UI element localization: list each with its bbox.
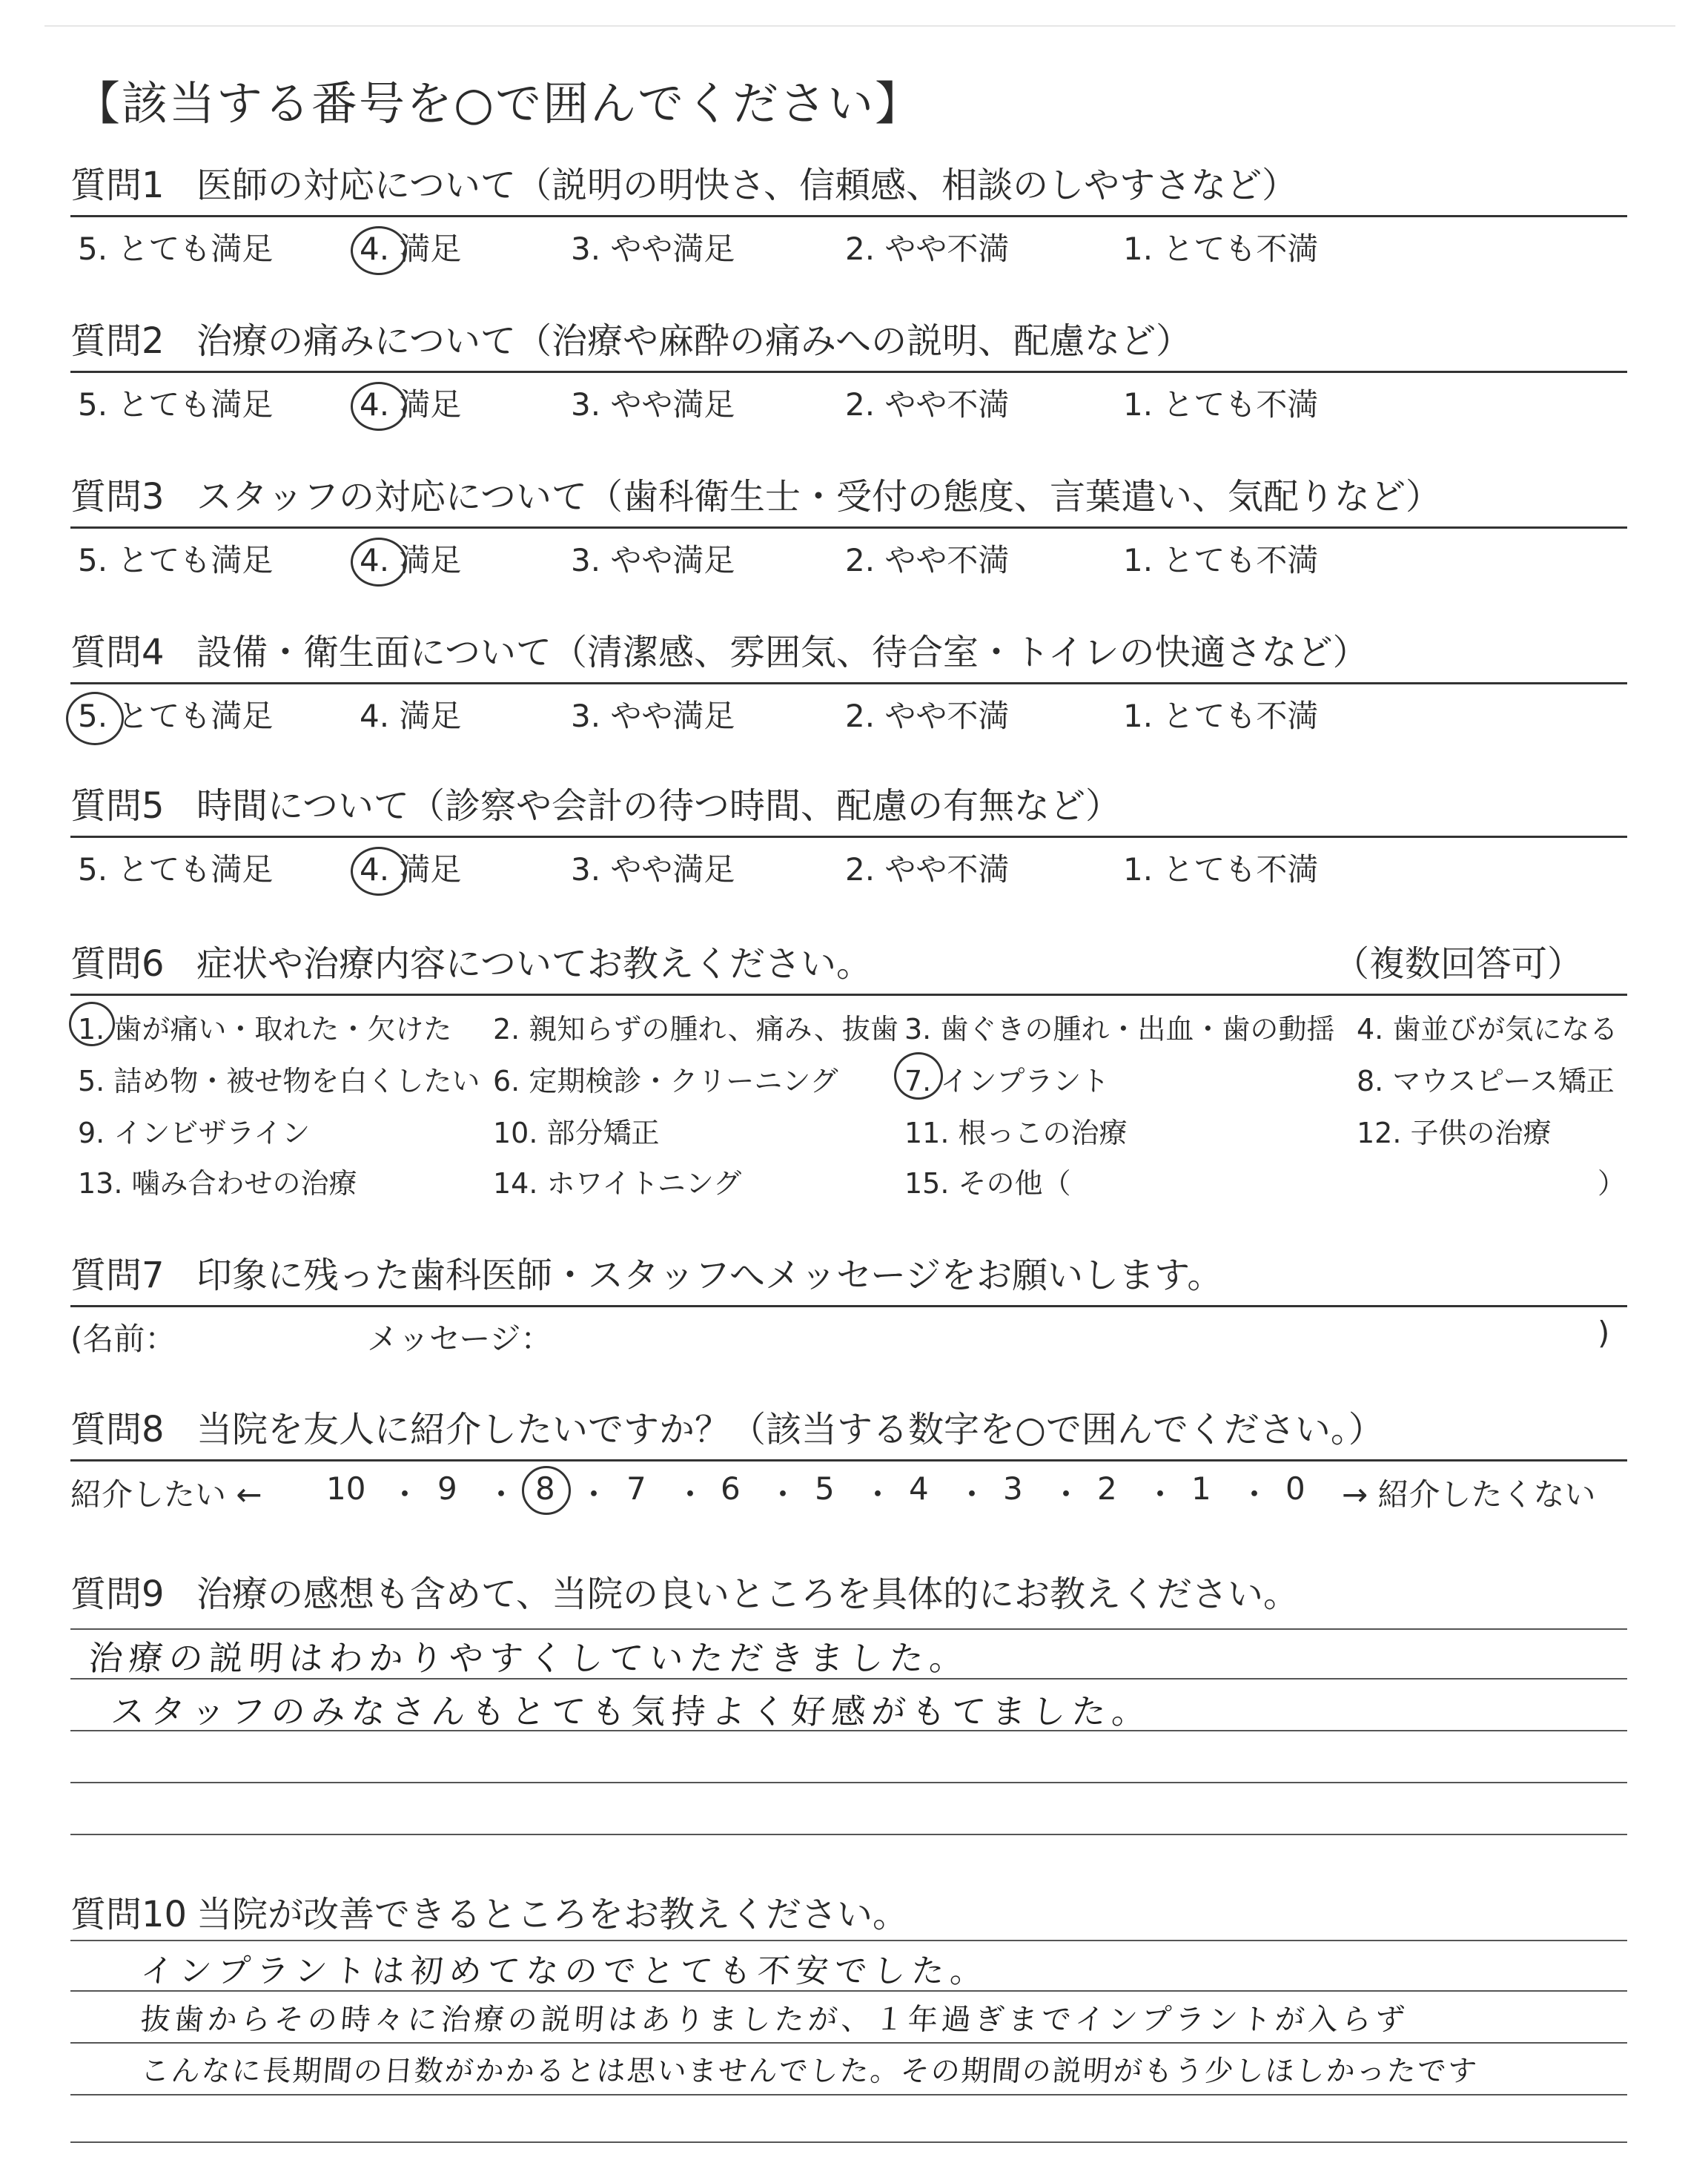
top-divider — [44, 25, 1675, 27]
question-text: スタッフの対応について（歯科衛生士・受付の態度、言葉遣い、気配りなど） — [196, 476, 1442, 518]
rating-options — [70, 217, 1627, 266]
option-5[interactable]: 5. とても満足 — [78, 542, 274, 578]
symptom-option-14[interactable]: 14. ホワイトニング — [493, 1167, 742, 1200]
answer-line — [70, 1628, 1627, 1630]
question-8-heading — [70, 1406, 1627, 1453]
question-4 — [70, 629, 1627, 733]
option-1[interactable]: 1. とても不満 — [1123, 542, 1319, 578]
option-4[interactable]: 4. 満足 — [360, 698, 462, 734]
scale-dot: ・ — [486, 1476, 517, 1513]
handwritten-answer-line: 抜歯からその時々に治療の説明はありましたが、１年過ぎまでインプラントが入らず — [139, 2003, 1410, 2037]
symptom-option-5[interactable]: 5. 詰め物・被せ物を白くしたい — [78, 1065, 480, 1097]
option-4-selected[interactable]: 4. 満足 — [360, 851, 461, 888]
question-number: 質問3 — [70, 476, 165, 518]
scale-value-1[interactable]: 1 — [1191, 1470, 1211, 1507]
scale-value-6[interactable]: 6 — [721, 1470, 741, 1507]
option-2[interactable]: 2. やや不満 — [845, 231, 1010, 267]
question-text: 印象に残った歯科医師・スタッフへメッセージをお願いします。 — [196, 1255, 1223, 1296]
option-1[interactable]: 1. とても不満 — [1123, 231, 1319, 267]
question-number: 質問2 — [70, 320, 165, 362]
question-7-heading — [70, 1252, 1627, 1299]
message-fields — [70, 1307, 1627, 1357]
question-text: 治療の感想も含めて、当院の良いところを具体的にお教えください。 — [196, 1573, 1300, 1615]
question-9-heading — [70, 1571, 1627, 1618]
question-number: 質問8 — [70, 1409, 165, 1450]
question-number: 質問5 — [70, 785, 165, 827]
answer-line — [70, 2094, 1627, 2095]
rating-options — [70, 373, 1627, 422]
question-6-heading — [70, 940, 1627, 988]
option-5-selected[interactable]: 5. とても満足 — [78, 698, 273, 734]
option-4-selected[interactable]: 4. 満足 — [360, 231, 461, 267]
selection-circle-mark — [894, 1052, 943, 1100]
selection-circle-mark — [351, 226, 407, 275]
option-3[interactable]: 3. やや満足 — [571, 851, 735, 888]
symptom-option-12[interactable]: 12. 子供の治療 — [1357, 1117, 1552, 1149]
option-1[interactable]: 1. とても不満 — [1123, 698, 1319, 734]
question-3 — [70, 473, 1627, 578]
rating-options — [70, 529, 1627, 578]
handwritten-answer-line: インプラントは初めてなのでとても不安でした。 — [139, 1952, 990, 1990]
option-3[interactable]: 3. やや満足 — [571, 231, 735, 267]
question-4-heading — [70, 629, 1627, 676]
option-2[interactable]: 2. やや不満 — [845, 542, 1010, 578]
message-field-label: メッセージ： — [367, 1321, 552, 1357]
selection-circle-mark — [351, 538, 407, 587]
option-2[interactable]: 2. やや不満 — [845, 851, 1010, 888]
scale-dot: ・ — [389, 1476, 421, 1513]
symptom-option-10[interactable]: 10. 部分矯正 — [493, 1117, 660, 1149]
selection-circle-mark — [69, 1002, 115, 1046]
option-5[interactable]: 5. とても満足 — [78, 231, 274, 267]
other-close-paren: ） — [1598, 1167, 1626, 1200]
scale-dot: ・ — [956, 1476, 988, 1513]
option-3[interactable]: 3. やや満足 — [571, 386, 735, 423]
handwritten-answer-line: 治療の説明はわかりやすくしていただきました。 — [87, 1638, 971, 1678]
scale-dot: ・ — [767, 1476, 799, 1513]
question-5-heading — [70, 782, 1627, 830]
question-2 — [70, 317, 1627, 422]
option-1[interactable]: 1. とても不満 — [1123, 851, 1319, 888]
symptom-option-6[interactable]: 6. 定期検診・クリーニング — [493, 1065, 838, 1097]
selection-circle-mark — [351, 382, 407, 431]
option-3[interactable]: 3. やや満足 — [571, 698, 735, 734]
answer-line — [70, 2042, 1627, 2044]
answer-line — [70, 1940, 1627, 1941]
question-6 — [70, 940, 1627, 1218]
question-text: 時間について（診察や会計の待つ時間、配慮の有無など） — [196, 785, 1122, 827]
scale-value-2[interactable]: 2 — [1097, 1470, 1117, 1507]
rating-options — [70, 684, 1627, 733]
question-2-heading — [70, 317, 1627, 365]
scale-value-9[interactable]: 9 — [437, 1470, 457, 1507]
question-number: 質問6 — [70, 943, 165, 985]
scale-value-7[interactable]: 7 — [626, 1470, 646, 1507]
question-text: 設備・衛生面について（清潔感、雰囲気、待合室・トイレの快適さなど） — [196, 632, 1368, 673]
question-1-heading — [70, 162, 1627, 209]
option-2[interactable]: 2. やや不満 — [845, 386, 1010, 423]
question-number: 質問7 — [70, 1255, 165, 1296]
question-3-heading — [70, 473, 1627, 521]
recommend-right-label: → 紹介したくない — [1342, 1476, 1596, 1513]
scale-value-8-selected[interactable]: 8 — [535, 1470, 555, 1507]
scale-dot: ・ — [675, 1476, 706, 1513]
answer-line — [70, 1834, 1627, 1835]
symptom-option-1-selected[interactable]: 1. 歯が痛い・取れた・欠けた — [78, 1006, 451, 1047]
message-close-paren: ) — [1598, 1315, 1610, 1351]
question-text: 治療の痛みについて（治療や麻酔の痛みへの説明、配慮など） — [196, 320, 1192, 362]
scale-dot: ・ — [1050, 1476, 1082, 1513]
symptom-option-8[interactable]: 8. マウスピース矯正 — [1357, 1065, 1615, 1097]
option-1[interactable]: 1. とても不満 — [1123, 386, 1319, 423]
scale-dot: ・ — [1239, 1476, 1271, 1513]
scale-value-3[interactable]: 3 — [1003, 1470, 1023, 1507]
scale-dot: ・ — [862, 1476, 894, 1513]
handwritten-answer-line: スタッフのみなさんもとても気持よく好感がもてました。 — [109, 1691, 1153, 1731]
question-7 — [70, 1252, 1627, 1357]
scale-value-4[interactable]: 4 — [909, 1470, 929, 1507]
option-3[interactable]: 3. やや満足 — [571, 542, 735, 578]
scale-value-10[interactable]: 10 — [326, 1470, 366, 1507]
symptom-option-11[interactable]: 11. 根っこの治療 — [904, 1117, 1128, 1149]
selection-circle-mark — [522, 1466, 571, 1515]
answer-line — [70, 1782, 1627, 1783]
question-text: 医師の対応について（説明の明快さ、信頼感、相談のしやすさなど） — [196, 165, 1298, 206]
option-2[interactable]: 2. やや不満 — [845, 698, 1010, 734]
question-1 — [70, 162, 1627, 266]
symptom-option-3[interactable]: 3. 歯ぐきの腫れ・出血・歯の動揺 — [904, 1013, 1335, 1046]
symptom-options — [70, 996, 1627, 1218]
symptom-option-7-selected[interactable]: 7. インプラント — [904, 1058, 1109, 1099]
answer-line — [70, 2141, 1627, 2143]
recommend-left-label: 紹介したい ← — [70, 1476, 262, 1513]
option-5[interactable]: 5. とても満足 — [78, 851, 274, 888]
question-5 — [70, 782, 1627, 887]
question-text: 当院を友人に紹介したいですか？（該当する数字を○で囲んでください。） — [196, 1409, 1384, 1450]
question-text: 当院が改善できるところをお教えください。 — [196, 1894, 909, 1935]
page-title: 【該当する番号を○で囲んでください】 — [74, 76, 923, 131]
symptom-option-9[interactable]: 9. インビザライン — [78, 1117, 311, 1149]
scale-value-0[interactable]: 0 — [1285, 1470, 1305, 1507]
question-number: 質問9 — [70, 1573, 165, 1615]
question-number: 質問10 — [70, 1894, 188, 1935]
question-text: 症状や治療内容についてお教えください。 — [196, 943, 873, 985]
multiple-answers-note: （複数回答可） — [1333, 943, 1583, 985]
question-number: 質問1 — [70, 165, 165, 206]
scale-dot: ・ — [1145, 1476, 1176, 1513]
handwritten-answer-line: こんなに長期間の日数がかかるとは思いませんでした。その期間の説明がもう少しほしかったです — [139, 2055, 1480, 2088]
scale-value-5[interactable]: 5 — [815, 1470, 835, 1507]
symptom-option-4[interactable]: 4. 歯並びが気になる — [1357, 1013, 1618, 1046]
selection-circle-mark — [351, 847, 407, 896]
recommend-scale — [70, 1462, 1627, 1513]
selection-circle-mark — [66, 692, 124, 745]
rating-options — [70, 838, 1627, 887]
scale-dot: ・ — [578, 1476, 610, 1513]
question-10 — [70, 1891, 1627, 1938]
question-number: 質問4 — [70, 632, 165, 673]
question-10-heading — [70, 1891, 1627, 1938]
symptom-option-2[interactable]: 2. 親知らずの腫れ、痛み、抜歯 — [493, 1013, 898, 1046]
option-4-selected[interactable]: 4. 満足 — [360, 386, 461, 423]
question-9 — [70, 1571, 1627, 1618]
option-4-selected[interactable]: 4. 満足 — [360, 542, 461, 578]
question-8 — [70, 1406, 1627, 1513]
symptom-option-15[interactable]: 15. その他（ — [904, 1167, 1071, 1200]
symptom-option-13[interactable]: 13. 噛み合わせの治療 — [78, 1167, 357, 1200]
name-field-label: (名前： — [70, 1321, 176, 1357]
option-5[interactable]: 5. とても満足 — [78, 386, 274, 423]
